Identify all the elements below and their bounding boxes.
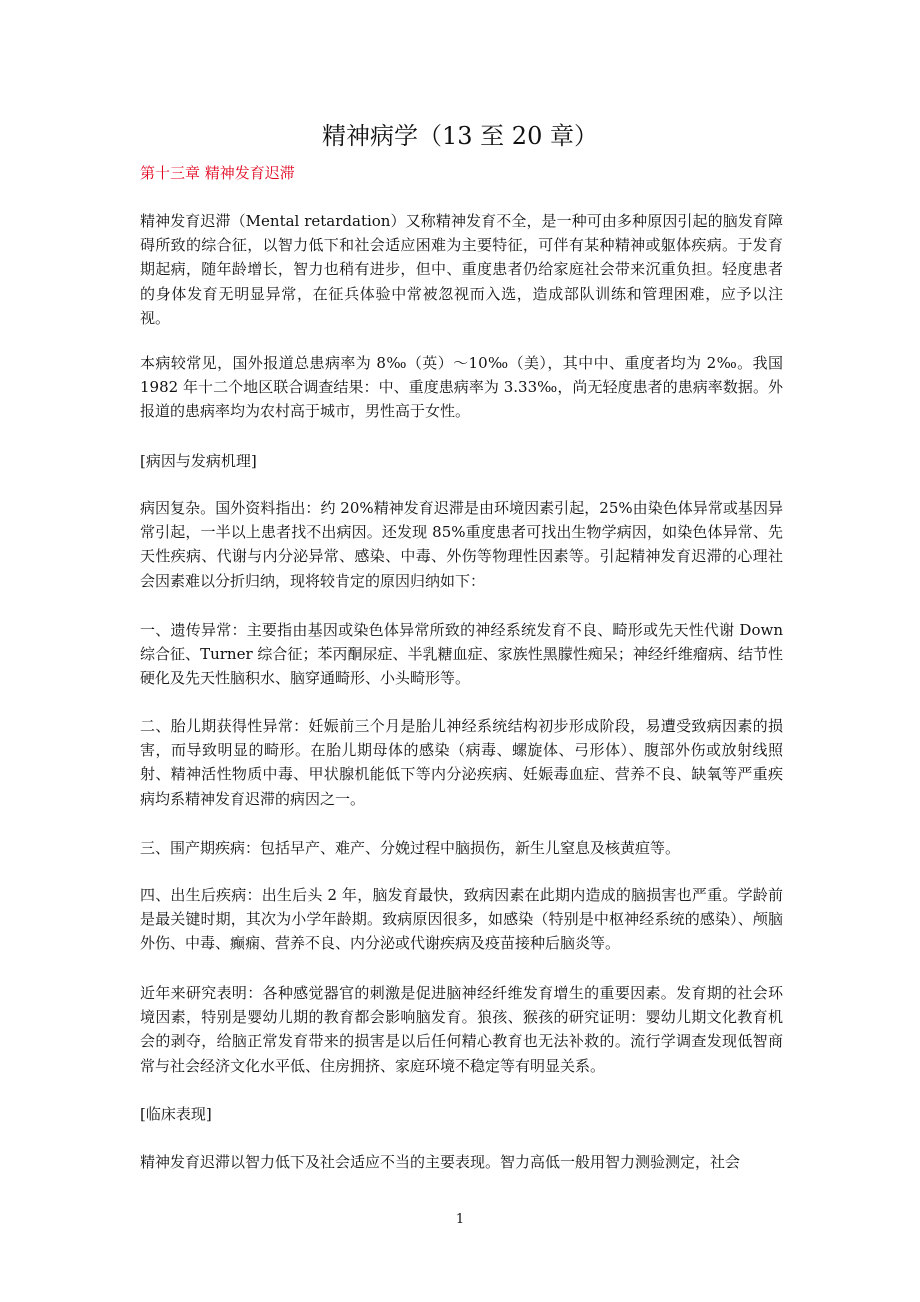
section-heading-etiology: [病因与发病机理] — [140, 452, 257, 470]
paragraph-perinatal-disease: 三、围产期疾病：包括早产、难产、分娩过程中脑损伤，新生儿窒息及核黄疸等。 — [140, 839, 681, 857]
document-title: 精神病学（13 至 20 章） — [322, 122, 598, 150]
section-heading-clinical-manifestations: [临床表现] — [140, 1105, 212, 1123]
paragraph-fetal-acquired-abnormality: 二、胎儿期获得性异常：妊娠前三个月是胎儿神经系统结构初步形成阶段，易遭受致病因素的损害，而导致明显的畸形。在胎儿期母体的感染（病毒、螺旋体、弓形体）、腹部外伤或放射线照射、精神活性物质中毒、甲状腺机能低下等内分泌疾病、妊娠毒血症、营养不良、缺氧等严重疾病均系精神发育迟滞的病因之一。 — [140, 717, 783, 808]
chapter-heading: 第十三章 精神发育迟滞 — [140, 164, 295, 182]
paragraph-recent-research: 近年来研究表明：各种感觉器官的刺激是促进脑神经纤维发育增生的重要因素。发育期的社会环境因素，特别是婴幼儿期的教育都会影响脑发育。狼孩、猴孩的研究证明：婴幼儿期文化教育机会的剥夺，给脑正常发育带来的损害是以后任何精心教育也无法补救的。流行学调查发现低智商常与社会经济文化水平低、住房拥挤、家庭环境不稳定等有明显关系。 — [140, 984, 783, 1075]
paragraph-genetic-abnormality: 一、遗传异常：主要指由基因或染色体异常所致的神经系统发育不良、畸形或先天性代谢 Down 综合征、Turner 综合征；苯丙酮尿症、半乳糖血症、家族性黑朦性痴呆；神经纤维瘤病、结节性硬化及先天性脑积水、脑穿通畸形、小头畸形等。 — [140, 621, 783, 688]
paragraph-definition: 精神发育迟滞（Mental retardation）又称精神发育不全，是一种可由多种原因引起的脑发育障碍所致的综合征，以智力低下和社会适应困难为主要特征，可伴有某种精神或躯体疾病。于发育期起病，随年龄增长，智力也稍有进步，但中、重度患者仍给家庭社会带来沉重负担。轻度患者的身体发育无明显异常，在征兵体验中常被忽视而入选，造成部队训练和管理困难，应予以注视。 — [140, 212, 783, 327]
paragraph-postnatal-disease: 四、出生后疾病：出生后头 2 年，脑发育最快，致病因素在此期内造成的脑损害也严重。学龄前是最关键时期，其次为小学年龄期。致病原因很多，如感染（特别是中枢神经系统的感染）、颅脑外伤、中毒、癫痫、营养不良、内分泌或代谢疾病及疫苗接种后脑炎等。 — [140, 886, 783, 953]
paragraph-etiology-overview: 病因复杂。国外资料指出：约 20%精神发育迟滞是由环境因素引起，25%由染色体异常或基因异常引起，一半以上患者找不出病因。还发现 85%重度患者可找出生物学病因，如染色体异常、先天性疾病、代谢与内分泌异常、感染、中毒、外伤等物理性因素等。引起精神发育迟滞的心理社会因素难以分折归纳，现将较肯定的原因归纳如下： — [140, 499, 783, 590]
paragraph-prevalence: 本病较常见，国外报道总患病率为 8‰（英）～10‰（美），其中中、重度者均为 2‰。我国 1982 年十二个地区联合调查结果：中、重度患病率为 3.33‰，尚无轻度患者的患病率数据。外报道的患病率均为农村高于城市，男性高于女性。 — [140, 354, 783, 421]
page-number: 1 — [455, 1212, 465, 1227]
paragraph-clinical-manifestations: 精神发育迟滞以智力低下及社会适应不当的主要表现。智力高低一般用智力测验测定，社会 — [140, 1153, 741, 1171]
